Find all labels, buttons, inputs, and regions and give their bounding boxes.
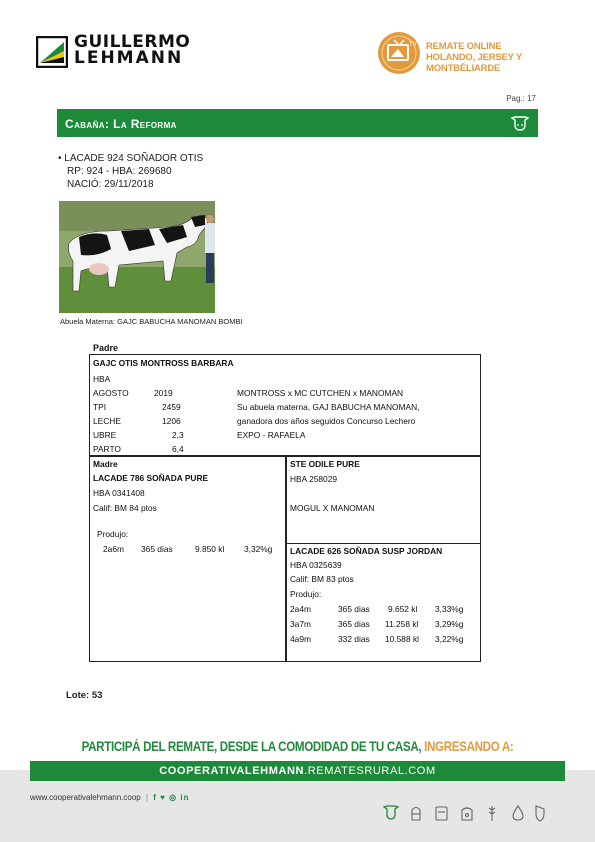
- padre-stat-value: 2019: [154, 388, 173, 398]
- remate-url-link[interactable]: [30, 761, 565, 781]
- wheat-icon: [489, 806, 495, 821]
- abuela-prod-age: 2a4m: [290, 604, 311, 614]
- abuela-prod-days: 365 dias: [338, 619, 370, 629]
- padre-stat-label: PARTO: [93, 444, 121, 454]
- abuela-produjo-label: Produjo:: [290, 589, 322, 599]
- abuela-materna-box: [286, 543, 481, 662]
- padre-box: [89, 354, 481, 456]
- padre-stat-label: TPI: [93, 402, 107, 412]
- website-link[interactable]: www.cooperativalehmann.coop: [30, 793, 141, 802]
- padre-stat-label: AGOSTO: [93, 388, 129, 398]
- guillermo-lehmann-logo: [36, 34, 236, 72]
- abuela-hba: HBA 0325639: [290, 560, 342, 570]
- abuelo-name: STE ODILE PURE: [290, 459, 360, 469]
- svg-text:TV: TV: [409, 42, 417, 48]
- silo-icon: [412, 808, 420, 821]
- cabana-title-bar: [57, 109, 538, 137]
- madre-box: [89, 456, 286, 662]
- footer-category-icons: [382, 803, 572, 823]
- padre-stat-value: 1206: [162, 416, 181, 426]
- cta-banner: [42, 739, 554, 754]
- remate-line-1: REMATE ONLINE: [426, 41, 502, 52]
- page-number: Pag.: 17: [506, 94, 536, 103]
- cta-text-accent: INGRESANDO A:: [424, 739, 514, 754]
- abuela-prod-age: 3a7m: [290, 619, 311, 629]
- padre-stat-value: 2459: [162, 402, 181, 412]
- padre-stat-label: LECHE: [93, 416, 121, 426]
- animal-name: • LACADE 924 SOÑADOR OTIS: [58, 153, 204, 164]
- remate-url-bold: COOPERATIVALEHMANN: [159, 765, 305, 777]
- footer-separator: |: [145, 793, 149, 802]
- madre-label: Madre: [93, 459, 118, 469]
- abuela-prod-kl: 10.588 kl: [385, 634, 419, 644]
- seed-bag-icon: [462, 808, 472, 820]
- padre-note: MONTROSS x MC CUTCHEN x MANOMAN: [237, 388, 404, 398]
- photo-caption: Abuela Materna: GAJC BABUCHA MANOMAN BOMBI: [60, 317, 243, 326]
- lehmann-logo-mark-icon: [36, 36, 68, 68]
- padre-note: ganadora dos años seguidos Concurso Lechero: [237, 416, 416, 426]
- abuelo-hba: HBA 258029: [290, 474, 338, 484]
- tv-auction-icon: [376, 30, 422, 76]
- madre-prod-age: 2a6m: [103, 544, 124, 554]
- abuela-calif: Calif: BM 83 ptos: [290, 574, 354, 584]
- cow-head-footer-icon: [384, 806, 398, 819]
- abuela-prod-age: 4a9m: [290, 634, 311, 644]
- cow-photo: [59, 201, 215, 313]
- abuela-prod-days: 365 dias: [338, 604, 370, 614]
- leaf-shield-icon: [536, 806, 544, 821]
- feed-bag-icon: [436, 807, 447, 820]
- pedigree-table: [89, 340, 481, 662]
- madre-prod-pct: 3,32%g: [244, 544, 273, 554]
- remate-line-2: HOLANDO, JERSEY Y MONTBÉLIARDE: [426, 52, 522, 74]
- madre-calif: Calif: BM 84 ptos: [93, 503, 157, 513]
- padre-stat-value: 2,3: [172, 430, 184, 440]
- cow-head-icon: [510, 113, 530, 133]
- cabana-title: Cabaña: La Reforma: [65, 117, 177, 131]
- water-drop-icon: [513, 806, 523, 820]
- footer-contact: [30, 793, 189, 802]
- abuela-prod-kl: 11.258 kl: [385, 619, 419, 629]
- animal-info: [58, 152, 203, 191]
- padre-stat-label: UBRE: [93, 430, 117, 440]
- padre-note: EXPO - RAFAELA: [237, 430, 306, 440]
- social-icons[interactable]: f ♥ ◎ in: [153, 793, 190, 802]
- madre-prod-kl: 9.850 kl: [195, 544, 225, 554]
- madre-produjo-label: Produjo:: [97, 529, 129, 539]
- madre-prod-days: 365 dias: [141, 544, 173, 554]
- abuela-prod-pct: 3,33%g: [435, 604, 464, 614]
- animal-rp-hba: RP: 924 - HBA: 269680: [67, 166, 172, 177]
- abuela-prod-kl: 9.652 kl: [388, 604, 418, 614]
- remate-url-rest: .REMATESRURAL.COM: [304, 765, 436, 777]
- remate-online-badge: [376, 30, 576, 74]
- abuela-name: LACADE 626 SOÑADA SUSP JORDAN: [290, 546, 443, 556]
- brand-line-1: GUILLERMO: [74, 32, 191, 52]
- lote-number: Lote: 53: [66, 690, 103, 701]
- padre-name: GAJC OTIS MONTROSS BARBARA: [93, 358, 234, 368]
- cta-text: PARTICIPÁ DEL REMATE, DESDE LA COMODIDAD DE TU CASA,: [81, 739, 422, 754]
- abuelo-cruza: MOGUL X MANOMAN: [290, 503, 375, 513]
- madre-name: LACADE 786 SOÑADA PURE: [93, 473, 209, 483]
- padre-label: Padre: [93, 343, 119, 353]
- brand-line-2: LEHMANN: [74, 48, 184, 68]
- abuela-prod-pct: 3,22%g: [435, 634, 464, 644]
- padre-hba: HBA: [93, 374, 111, 384]
- abuelo-materno-box: [286, 456, 481, 544]
- padre-stat-value: 6,4: [172, 444, 184, 454]
- animal-born: NACIÓ: 29/11/2018: [67, 179, 154, 190]
- abuela-prod-days: 332 dias: [338, 634, 370, 644]
- padre-note: Su abuela materna, GAJ BABUCHA MANOMAN,: [237, 402, 420, 412]
- abuela-prod-pct: 3,29%g: [435, 619, 464, 629]
- madre-hba: HBA 0341408: [93, 488, 145, 498]
